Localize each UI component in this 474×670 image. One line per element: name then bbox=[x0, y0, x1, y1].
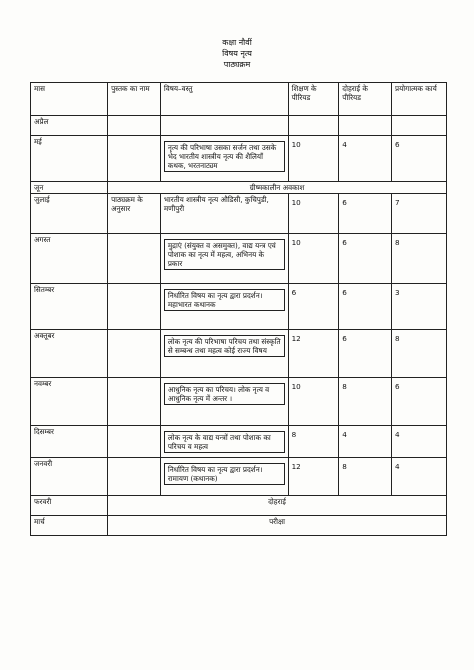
table-row bbox=[31, 516, 447, 536]
revision-cell bbox=[339, 116, 392, 136]
book-cell bbox=[108, 330, 161, 378]
column-header-month: मास bbox=[31, 83, 108, 116]
topic-text: लोक नृत्य के वाद्य यन्त्रों तथा पोशाक का परिचय व महत्व bbox=[164, 431, 285, 453]
teaching-cell: 6 bbox=[288, 284, 339, 330]
month-cell: अप्रैल bbox=[31, 116, 108, 136]
month-cell: सितम्बर bbox=[31, 284, 108, 330]
column-header-revision-periods: दोहराई के पीरियड bbox=[339, 83, 392, 116]
practical-cell: 6 bbox=[392, 136, 447, 182]
topic-cell bbox=[160, 234, 288, 284]
practical-cell: 6 bbox=[392, 378, 447, 426]
subject-heading: विषय नृत्य bbox=[222, 49, 252, 58]
teaching-cell: 8 bbox=[288, 426, 339, 458]
practical-cell: 3 bbox=[392, 284, 447, 330]
month-cell: जून bbox=[31, 182, 108, 194]
table-row bbox=[31, 378, 447, 426]
table-header-row bbox=[31, 83, 447, 116]
topic-cell bbox=[160, 458, 288, 496]
topic-cell: भारतीय शास्त्रीय नृत्य औडिसी, कुचिपुडी, मणीपुरी bbox=[160, 194, 288, 234]
book-cell bbox=[108, 234, 161, 284]
column-header-teaching-periods: शिक्षण के पीरियड bbox=[288, 83, 339, 116]
topic-text: मुद्राएं (संयुक्त व असमुक्त), वाद्य यन्त्र एवं पोशाक का नृत्य में महत्व, अभिनय के प्रकार bbox=[164, 239, 285, 270]
book-cell: पाठ्यक्रम के अनुसार bbox=[108, 194, 161, 234]
book-cell bbox=[108, 116, 161, 136]
book-cell bbox=[108, 426, 161, 458]
practical-cell: 8 bbox=[392, 330, 447, 378]
month-cell: मार्च bbox=[31, 516, 108, 536]
practical-cell: 8 bbox=[392, 234, 447, 284]
revision-merged-cell: दोहराई bbox=[108, 496, 447, 516]
teaching-cell: 12 bbox=[288, 330, 339, 378]
topic-cell bbox=[160, 426, 288, 458]
table-row bbox=[31, 426, 447, 458]
topic-text: निर्धारित विषय का नृत्य द्वारा प्रदर्शन। महाभारत कथानक bbox=[164, 289, 285, 311]
syllabus-heading: पाठ्यक्रम bbox=[223, 60, 251, 69]
revision-cell: 8 bbox=[339, 458, 392, 496]
table-row bbox=[31, 234, 447, 284]
column-header-topic: विषय–वस्तु bbox=[160, 83, 288, 116]
book-cell bbox=[108, 284, 161, 330]
revision-cell: 4 bbox=[339, 136, 392, 182]
book-cell bbox=[108, 378, 161, 426]
table-row bbox=[31, 458, 447, 496]
month-cell: अगस्त bbox=[31, 234, 108, 284]
revision-cell: 6 bbox=[339, 234, 392, 284]
teaching-cell: 10 bbox=[288, 136, 339, 182]
topic-cell bbox=[160, 378, 288, 426]
table-row bbox=[31, 182, 447, 194]
month-cell: दिसम्बर bbox=[31, 426, 108, 458]
revision-cell: 4 bbox=[339, 426, 392, 458]
month-cell: मई bbox=[31, 136, 108, 182]
topic-text: निर्धारित विषय का नृत्य द्वारा प्रदर्शन। रामायण (कथानक) bbox=[164, 463, 285, 485]
table-row bbox=[31, 116, 447, 136]
topic-cell bbox=[160, 330, 288, 378]
revision-cell: 6 bbox=[339, 330, 392, 378]
practical-cell bbox=[392, 116, 447, 136]
practical-cell: 4 bbox=[392, 458, 447, 496]
topic-text: आधुनिक नृत्य का परिचय। लोक नृत्य व आधुनिक नृत्य में अन्तर । bbox=[164, 383, 285, 405]
month-cell: फरवरी bbox=[31, 496, 108, 516]
practical-cell: 4 bbox=[392, 426, 447, 458]
teaching-cell: 12 bbox=[288, 458, 339, 496]
practical-cell: 7 bbox=[392, 194, 447, 234]
teaching-cell: 10 bbox=[288, 194, 339, 234]
vacation-cell: ग्रीष्मकालीन अवकाश bbox=[108, 182, 447, 194]
book-cell bbox=[108, 136, 161, 182]
column-header-book: पुस्तक का नाम bbox=[108, 83, 161, 116]
revision-cell: 6 bbox=[339, 284, 392, 330]
teaching-cell: 10 bbox=[288, 378, 339, 426]
month-cell: जुलाई bbox=[31, 194, 108, 234]
topic-cell bbox=[160, 284, 288, 330]
teaching-cell bbox=[288, 116, 339, 136]
table-row bbox=[31, 330, 447, 378]
class-heading: कक्षा नौवीं bbox=[222, 38, 252, 47]
month-cell: नवम्बर bbox=[31, 378, 108, 426]
topic-cell bbox=[160, 136, 288, 182]
exam-merged-cell: परीक्षा bbox=[108, 516, 447, 536]
revision-cell: 8 bbox=[339, 378, 392, 426]
table-row bbox=[31, 284, 447, 330]
month-cell: जनवरी bbox=[31, 458, 108, 496]
book-cell bbox=[108, 458, 161, 496]
table-row bbox=[31, 136, 447, 182]
topic-text: नृत्य की परिभाषा उसका सर्जन तथा उसके भेद भारतीय शास्त्रीय नृत्य की शैलियाँ कथक, भरतनाट्यम bbox=[164, 141, 285, 172]
table-row bbox=[31, 194, 447, 234]
table-row bbox=[31, 496, 447, 516]
syllabus-table bbox=[30, 82, 447, 536]
topic-text: लोक नृत्य की परिभाषा परिचय तथा संस्कृति से सम्बन्ध तथा महत्व कोई राज्य विषय bbox=[164, 335, 285, 357]
column-header-practical-work: प्रयोगात्मक कार्य bbox=[392, 83, 447, 116]
teaching-cell: 10 bbox=[288, 234, 339, 284]
revision-cell: 6 bbox=[339, 194, 392, 234]
month-cell: अक्तूबर bbox=[31, 330, 108, 378]
topic-cell bbox=[160, 116, 288, 136]
